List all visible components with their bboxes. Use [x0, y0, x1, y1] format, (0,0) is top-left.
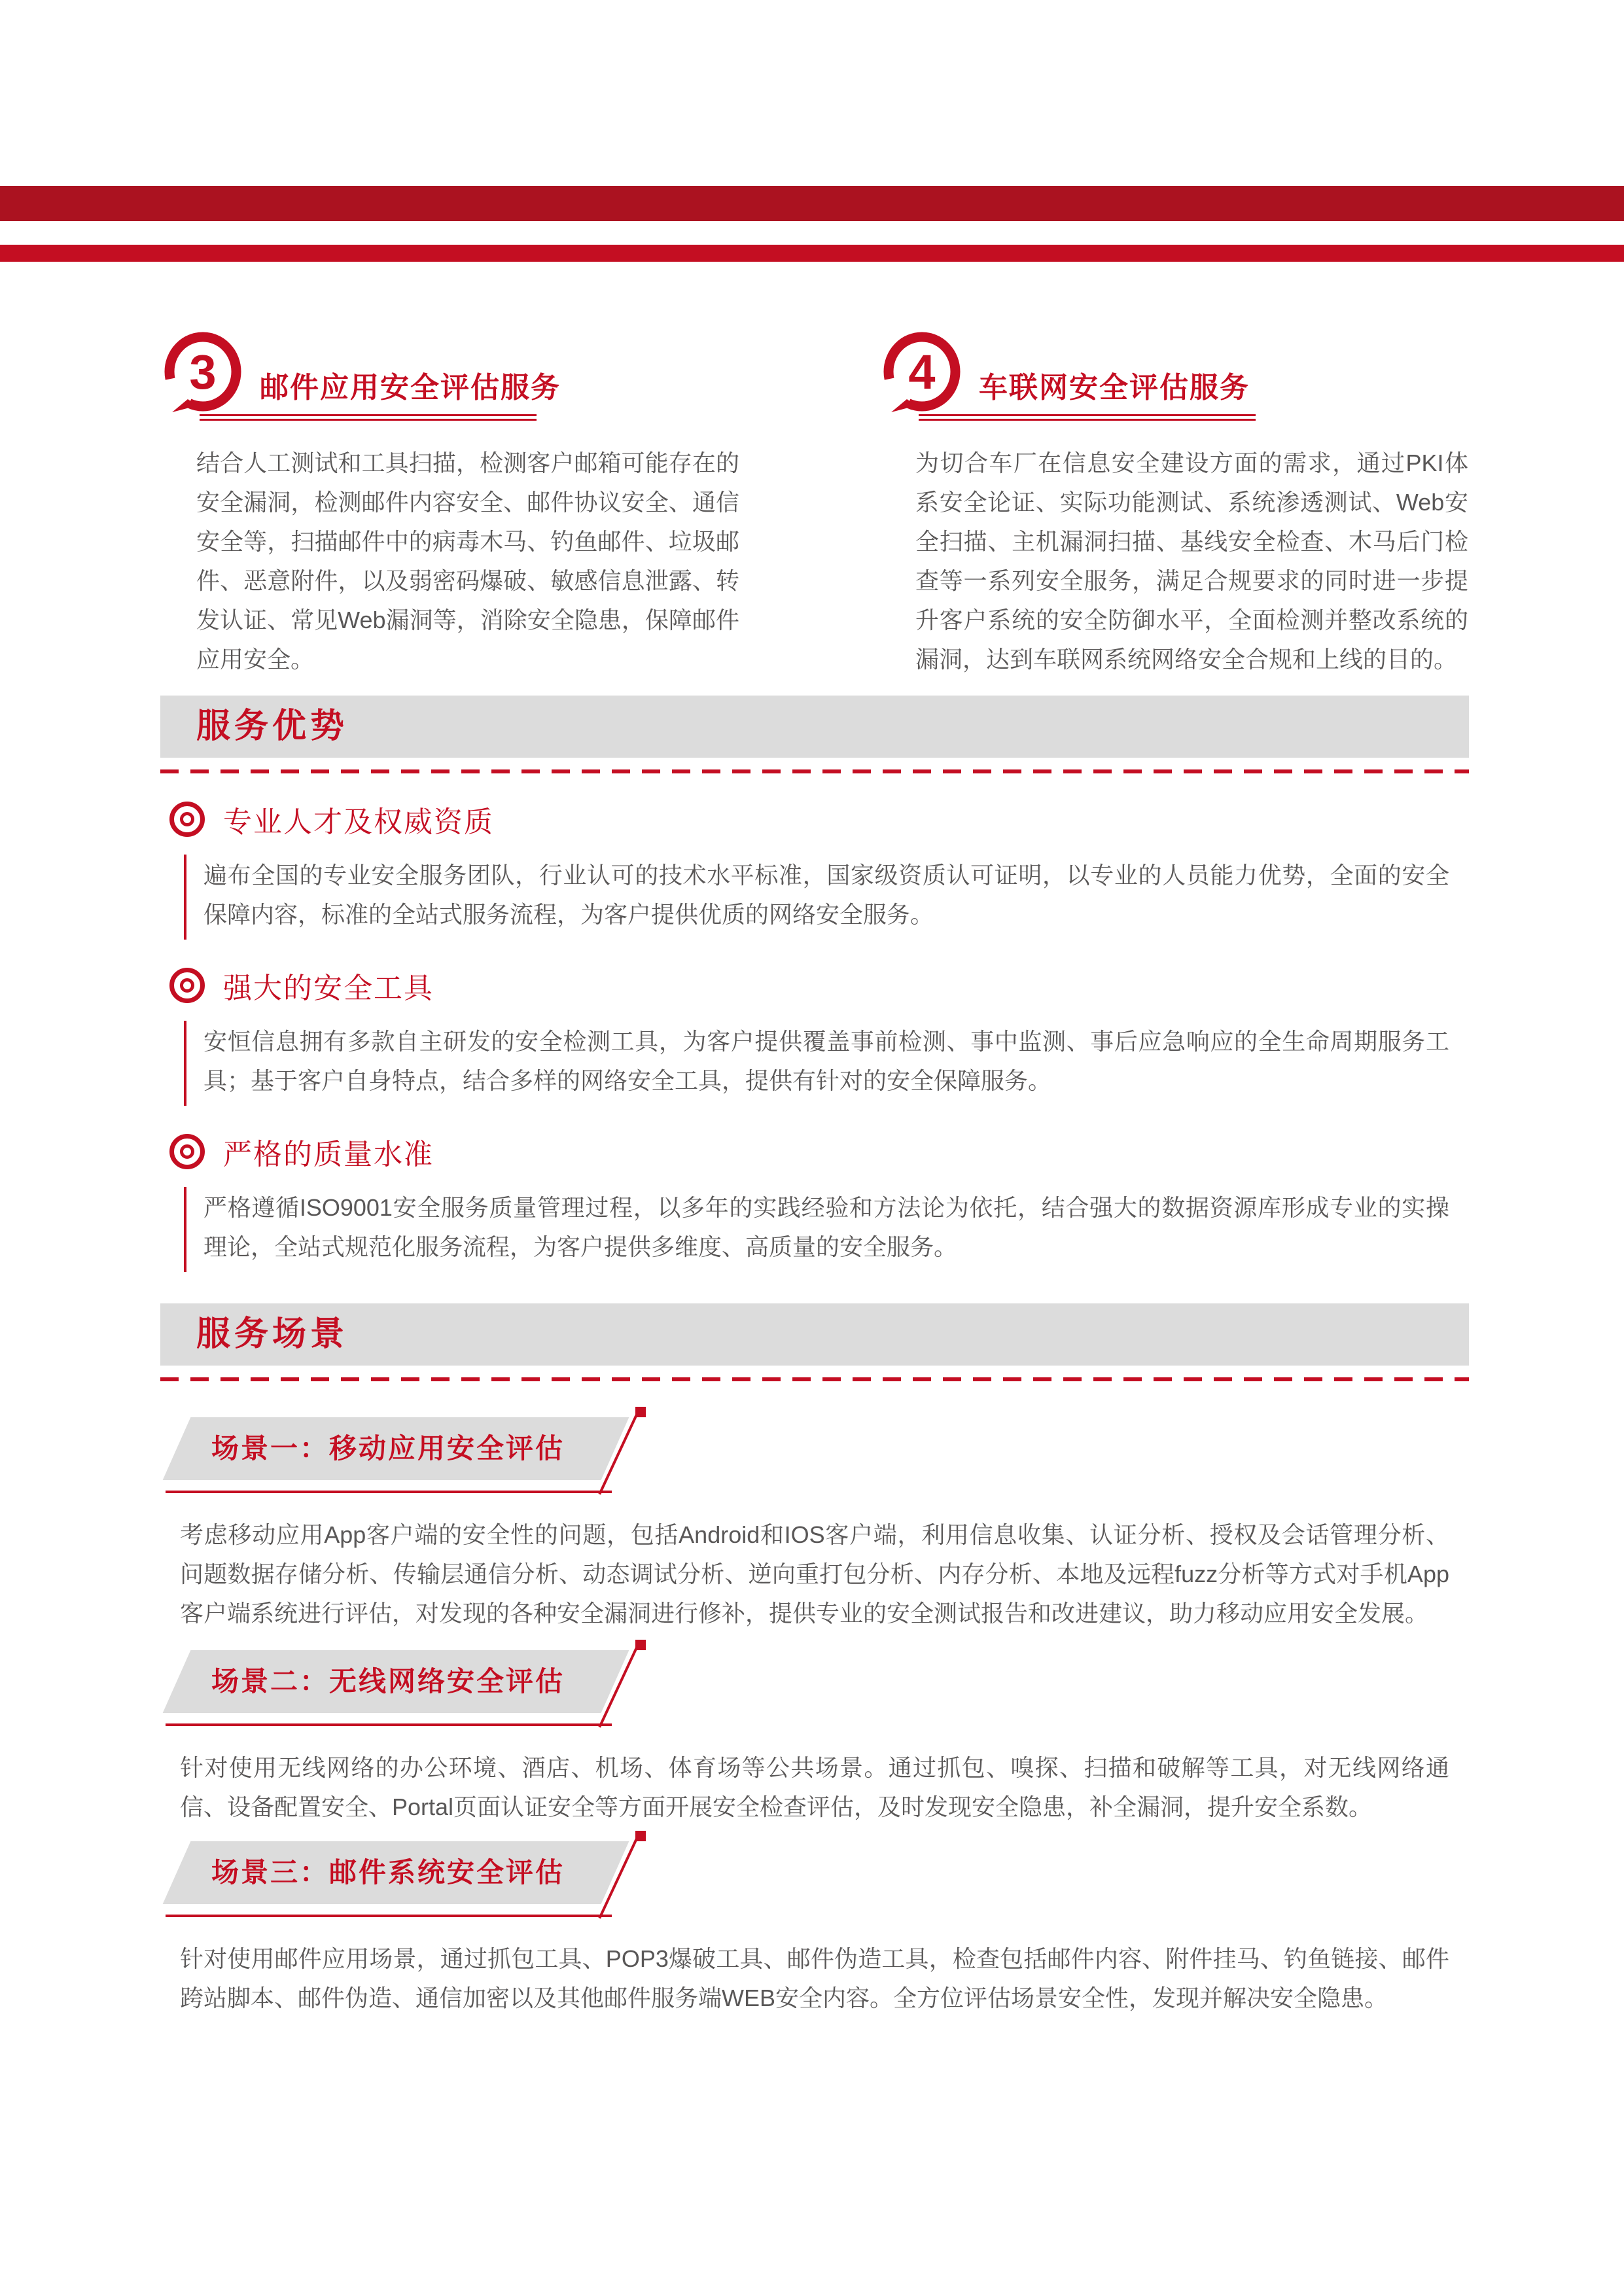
service-body: 为切合车厂在信息安全建设方面的需求，通过PKI体系安全论证、实际功能测试、系统渗透测试、Web安全扫描、主机漏洞扫描、基线安全检查、木马后门检查等一系列安全服务，满足合规要求的同时进一步提升客户系统的安全防御水平，全面检测并整改系统的漏洞，达到车联网系统网络安全合规和上线的目的。: [915, 450, 1468, 673]
service-3-header: [160, 327, 739, 425]
banner-square-marker: [635, 1831, 646, 1841]
advantage-title: 严格的质量水准: [223, 1139, 434, 1171]
service-4-header: [879, 327, 1468, 425]
number-badge: [164, 331, 241, 415]
banner-square-marker: [635, 1640, 646, 1650]
advantage-body: 严格遵循ISO9001安全服务质量管理过程，以多年的实践经验和方法论为依托，结合强大的数据资源库形成专业的实操理论，全站式规范化服务流程，为客户提供多维度、高质量的安全服务。: [184, 1187, 1449, 1272]
scenario-title: 场景二：无线网络安全评估: [211, 1666, 565, 1697]
scenario-banner: [160, 1841, 1469, 1904]
advantage-header: [160, 801, 1469, 838]
service-title: 邮件应用安全评估服务: [260, 372, 561, 404]
section-header-label: 服务场景: [196, 1315, 349, 1353]
top-red-bar-thick: [0, 186, 1624, 221]
page-content: [160, 327, 1469, 2018]
advantage-item-3: [160, 1133, 1469, 1272]
service-number: 3: [189, 344, 217, 399]
double-underline: [919, 414, 1256, 421]
scenario-banner: [160, 1417, 1469, 1480]
service-title: 车联网安全评估服务: [979, 372, 1250, 404]
advantage-header: [160, 967, 1469, 1004]
scenario-body: 考虑移动应用App客户端的安全性的问题，包括Android和IOS客户端，利用信息收集、认证分析、授权及会话管理分析、问题数据存储分析、传输层通信分析、动态调试分析、逆向重打包分析、内存分析、本地及远程fuzz分析等方式对手机App客户端系统进行评估，对发现的各种安全漏洞进行修补，提供专业的安全测试报告和改进建议，助力移动应用安全发展。: [180, 1521, 1449, 1627]
advantage-header: [160, 1133, 1469, 1170]
advantage-body: 安恒信息拥有多款自主研发的安全检测工具，为客户提供覆盖事前检测、事中监测、事后应急响应的全生命周期服务工具；基于客户自身特点，结合多样的网络安全工具，提供有针对的安全保障服务。: [184, 1021, 1449, 1106]
banner-underline: [166, 1915, 612, 1917]
advantage-title: 专业人才及权威资质: [223, 806, 494, 838]
bullseye-icon: [169, 1134, 205, 1169]
top-red-bar-thin: [0, 245, 1624, 262]
banner-underline: [166, 1491, 612, 1493]
banner-underline: [166, 1723, 612, 1726]
scenario-item-1: [160, 1417, 1469, 1633]
section-header-label: 服务优势: [196, 707, 349, 745]
advantage-title: 强大的安全工具: [223, 972, 434, 1004]
dashed-divider: [160, 769, 1469, 773]
bullseye-icon: [169, 802, 205, 837]
scenario-title: 场景三：邮件系统安全评估: [211, 1857, 565, 1888]
advantage-body: 遍布全国的专业安全服务团队，行业认可的技术水平标准，国家级资质认可证明，以专业的人员能力优势，全面的安全保障内容，标准的全站式服务流程，为客户提供优质的网络安全服务。: [184, 855, 1449, 940]
advantage-item-2: [160, 967, 1469, 1106]
service-3-section: [160, 327, 739, 679]
scenario-banner: [160, 1650, 1469, 1713]
scenario-title: 场景一：移动应用安全评估: [211, 1433, 565, 1464]
dashed-divider: [160, 1377, 1469, 1381]
service-4-section: [879, 327, 1468, 679]
scenario-body: 针对使用无线网络的办公环境、酒店、机场、体育场等公共场景。通过抓包、嗅探、扫描和破解等工具，对无线网络通信、设备配置安全、Portal页面认证安全等方面开展安全检查评估，及时发现安全隐患，补全漏洞，提升安全系数。: [180, 1754, 1449, 1820]
section-header-scenarios: [160, 1303, 1469, 1366]
service-body: 结合人工测试和工具扫描，检测客户邮箱可能存在的安全漏洞，检测邮件内容安全、邮件协议安全、通信安全等，扫描邮件中的病毒木马、钓鱼邮件、垃圾邮件、恶意附件，以及弱密码爆破、敏感信息泄露、转发认证、常见Web漏洞等，消除安全隐患，保障邮件应用安全。: [196, 450, 739, 673]
section-header-advantages: [160, 696, 1469, 758]
bullseye-inner-ring: [180, 812, 194, 826]
bullseye-inner-ring: [180, 1144, 194, 1159]
bullseye-inner-ring: [180, 978, 194, 993]
advantage-item-1: [160, 801, 1469, 940]
scenario-item-3: [160, 1841, 1469, 2018]
service-number: 4: [908, 344, 936, 399]
service-columns: [160, 327, 1469, 679]
banner-square-marker: [635, 1407, 646, 1417]
double-underline: [200, 414, 537, 421]
scenario-body: 针对使用邮件应用场景，通过抓包工具、POP3爆破工具、邮件伪造工具，检查包括邮件内容、附件挂马、钓鱼链接、邮件跨站脚本、邮件伪造、通信加密以及其他邮件服务端WEB安全内容。全方位评估场景安全性，发现并解决安全隐患。: [180, 1945, 1449, 2011]
bullseye-icon: [169, 968, 205, 1003]
number-badge: [883, 331, 961, 415]
scenario-item-2: [160, 1650, 1469, 1827]
